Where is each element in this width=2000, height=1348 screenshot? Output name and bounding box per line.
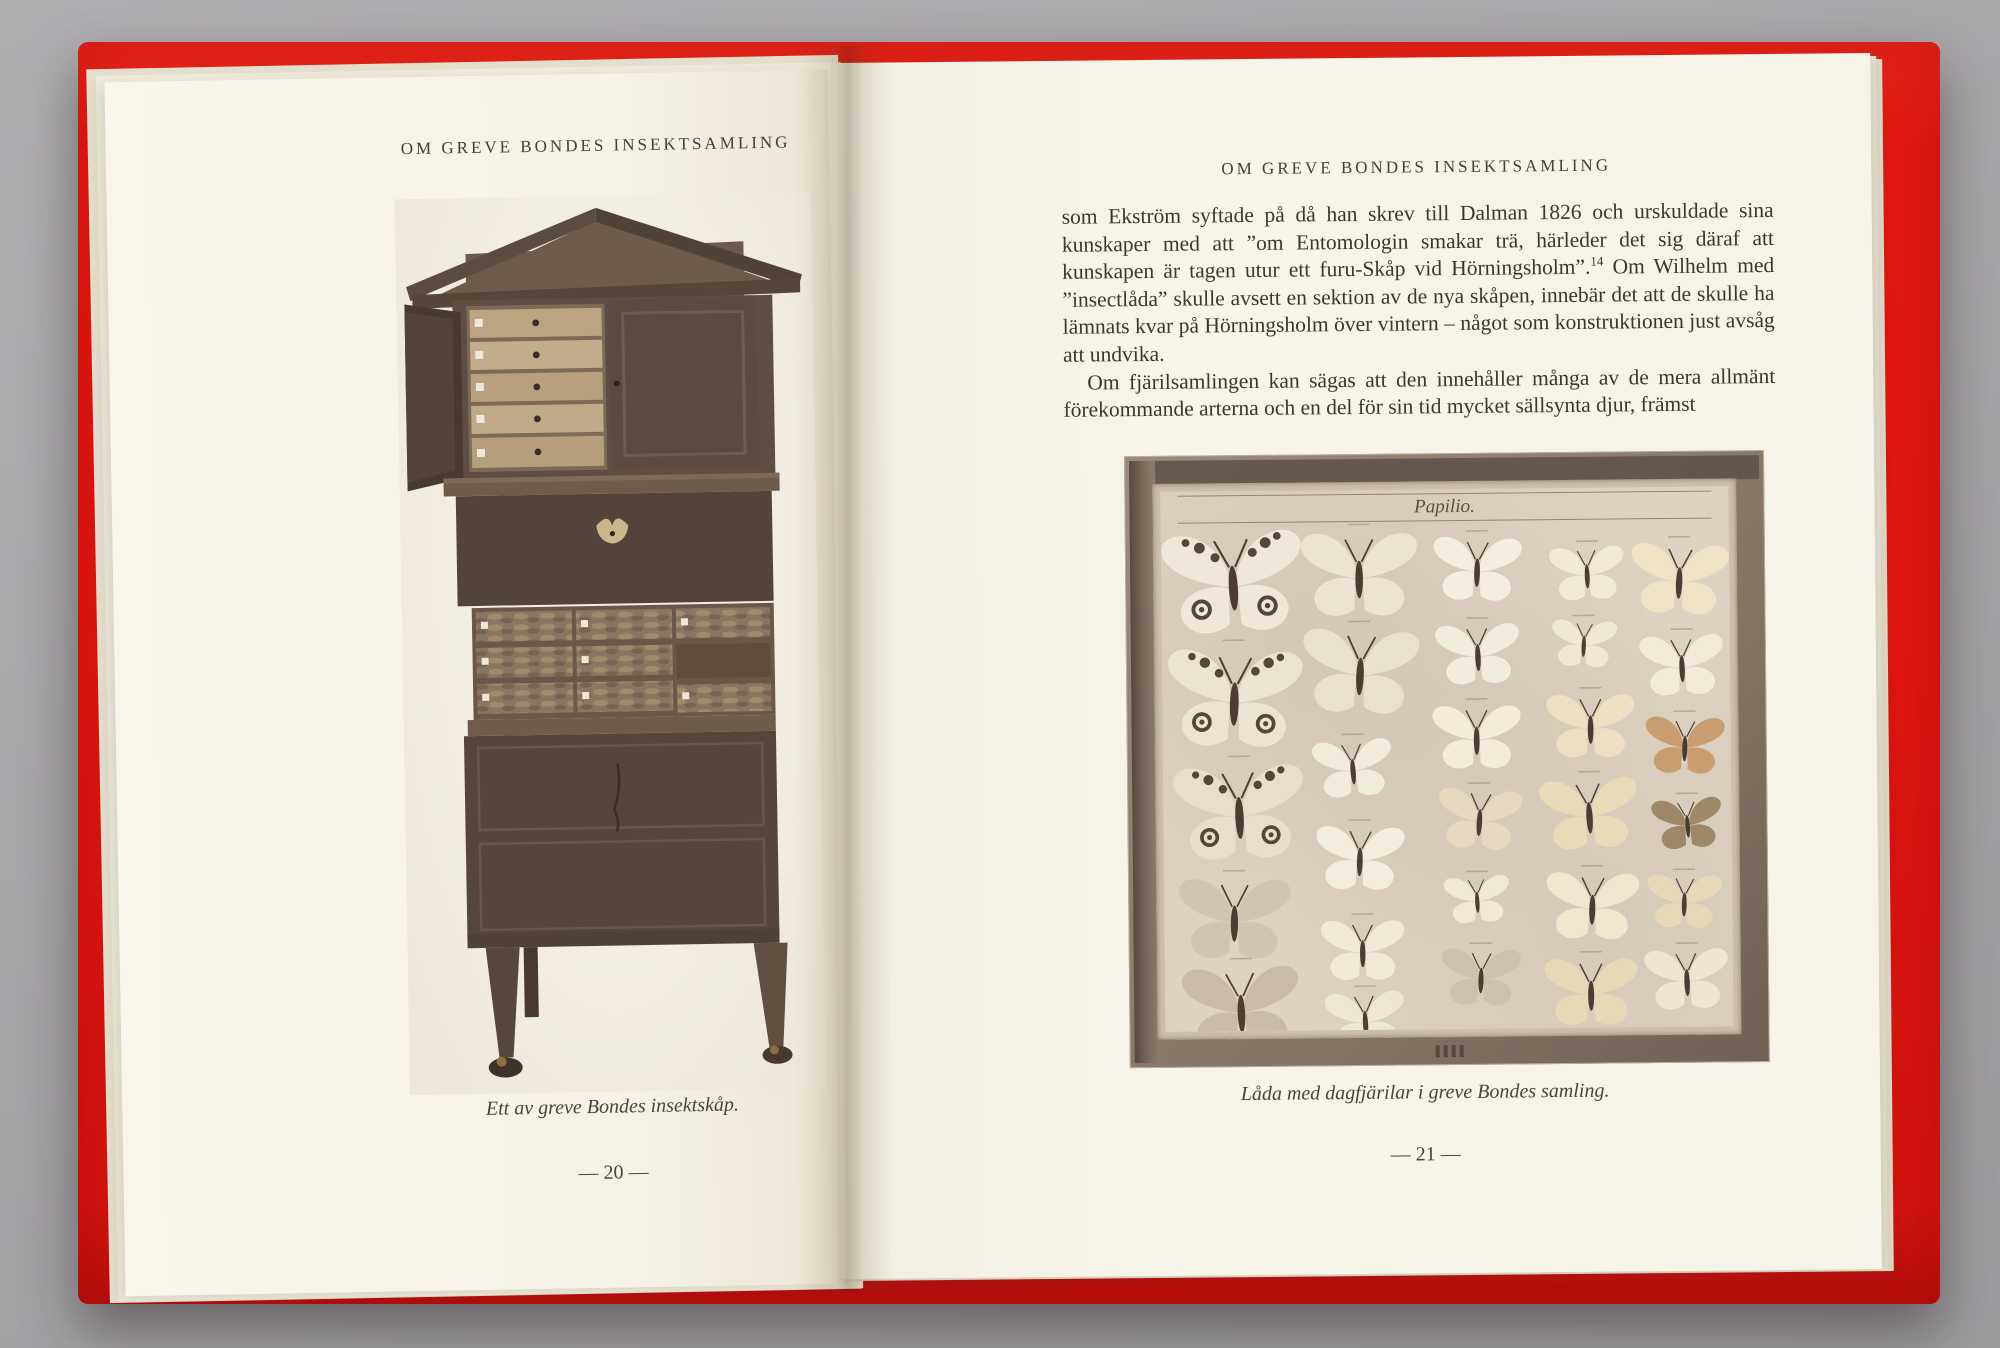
footnote-marker: 14: [1590, 253, 1604, 269]
butterfly-specimen: [1639, 634, 1725, 697]
cabinet-open-door-panel: [403, 310, 456, 483]
butterfly-specimen: [1321, 920, 1405, 980]
cabinet-left-leg: [486, 947, 522, 1058]
butterfly-specimen: [1647, 874, 1723, 928]
cabinet-right-leg: [754, 943, 790, 1048]
paragraph-1: [1062, 197, 1776, 369]
butterfly-specimen: [1546, 694, 1635, 757]
cabinet-specimen-drawers: [469, 308, 604, 468]
butterfly-specimen: [1545, 872, 1640, 940]
right-page: [830, 53, 1882, 1279]
cabinet-back-leg: [524, 947, 539, 1017]
running-header-right: OM GREVE BONDES INSEKTSAMLING: [1221, 155, 1612, 179]
butterfly-specimen: [1441, 948, 1521, 1006]
photo-caption-left: Ett av greve Bondes insektskåp.: [485, 1093, 740, 1120]
cabinet-fall-front: [456, 491, 774, 606]
body-text: [1062, 197, 1776, 425]
box-interior: [1160, 486, 1733, 1031]
butterfly-specimen: [1651, 796, 1724, 851]
butterfly-specimen: [1432, 537, 1522, 602]
paragraph-1-continued: Om Wilhelm med ”insectlåda” skulle avsett en sektion av de nya skåpen, innebär det att de skulle ha lämnats kvar på Hörningsholm över vintern – något som konstruktionen just avsåg att undvika.: [1062, 253, 1775, 367]
running-header-left: OM GREVE BONDES INSEKTSAMLING: [400, 132, 791, 159]
butterfly-specimen: [1544, 958, 1638, 1025]
butterfly-specimen: [1629, 542, 1729, 615]
butterfly-specimen: [1644, 948, 1730, 1011]
butterfly-specimen: [1435, 623, 1521, 686]
page-number-right: — 21 —: [1390, 1143, 1461, 1166]
paragraph-1-text: som Ekström syftade på då han skrev till Dalman 1826 och urskuldade sina kunskaper med att ”om Entomologin smakar trä, härleder det sig däraf att kunskapen är tagen utur ett furu-Skåp vid Hörningsholm”.: [1061, 197, 1775, 284]
specimen-box-label: Papilio.: [1414, 495, 1475, 518]
butterfly-specimen: [1172, 764, 1306, 862]
butterfly-specimen: [1550, 619, 1617, 668]
butterfly-specimen: [1432, 705, 1521, 768]
butterfly-specimen: [1181, 965, 1301, 1032]
cabinet-lower-cupboard: [464, 731, 780, 942]
paragraph-2: Om fjärilsamlingen kan sägas att den innehåller många av de mera allmänt förekommande arterna och en del för sin tid mycket sällsynta djur, främst: [1063, 363, 1776, 422]
butterfly-specimen: [1443, 875, 1511, 925]
butterfly-specimen: [1539, 776, 1641, 851]
photo-caption-right: Låda med dagfjärilar i greve Bondes samling.: [1240, 1079, 1610, 1106]
cabinet-right-door: [608, 297, 759, 470]
insect-cabinet-illustration: [403, 200, 818, 1087]
page-number-left: — 20 —: [578, 1161, 649, 1185]
butterfly-specimen: [1178, 879, 1290, 959]
butterfly-specimen: [1645, 716, 1725, 774]
butterfly-specimen: [1301, 533, 1418, 616]
butterfly-specimen: [1166, 649, 1303, 748]
pinned-butterflies: [1161, 518, 1734, 1031]
butterfly-box-photo: [1124, 450, 1770, 1068]
butterfly-specimen: [1315, 826, 1405, 891]
left-page: [104, 70, 848, 1296]
box-bottom-tick-marks: [1436, 1045, 1464, 1057]
butterfly-specimen: [1161, 529, 1306, 636]
butterfly-specimen: [1324, 990, 1406, 1032]
butterfly-specimen: [1311, 737, 1394, 799]
butterfly-specimen: [1436, 787, 1523, 851]
insect-cabinet-photo: [395, 192, 827, 1095]
butterfly-specimen: [1549, 545, 1626, 601]
butterfly-specimen: [1300, 628, 1420, 715]
cabinet-marbled-drawers: [472, 603, 776, 720]
